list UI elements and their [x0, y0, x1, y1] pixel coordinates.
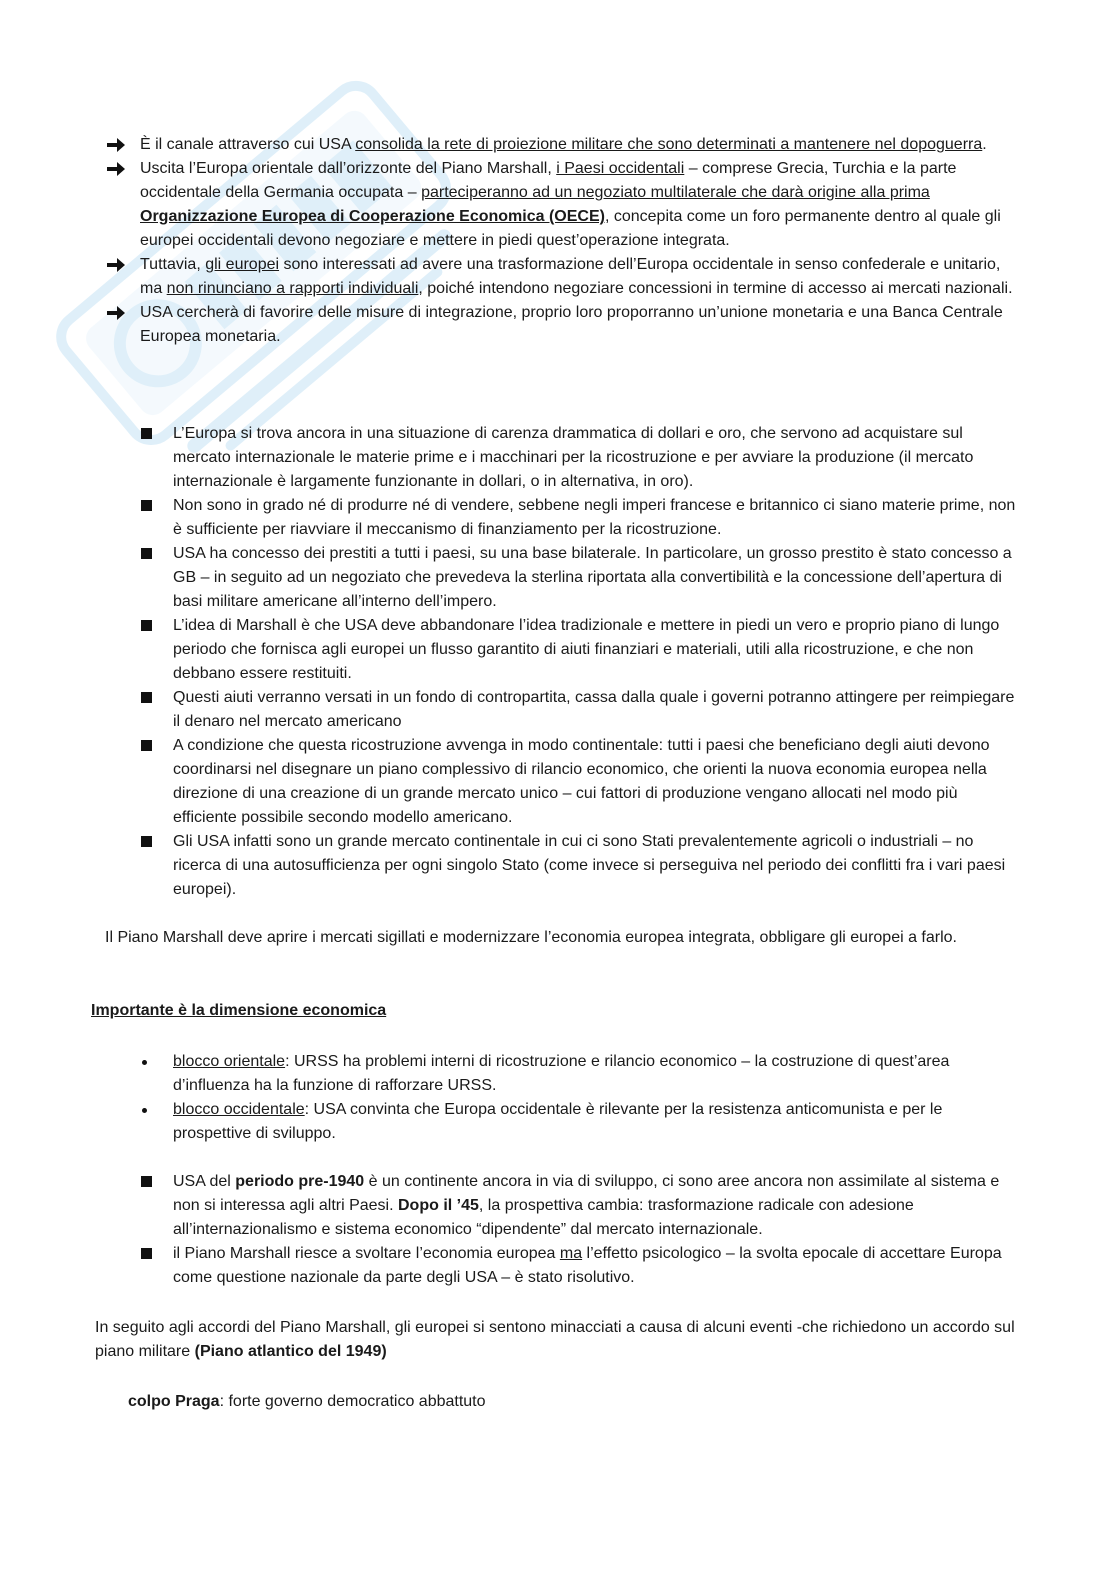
dot-item — [139, 1098, 1019, 1146]
text: è un continente ancora in via di sviluppo, ci sono aree ancora non assimilate al sistema e non si interessa agli altri Paesi. — [173, 1173, 1000, 1214]
text: : URSS ha problemi interni di ricostruzione e rilancio economico – la costruzione di quest’area d’influenza ha la funzione di rafforzare URSS. — [173, 1053, 950, 1094]
square-bullet-icon — [141, 620, 152, 631]
square-item — [139, 422, 1019, 494]
arrow-item — [105, 157, 1015, 253]
square-bullet-icon — [141, 548, 152, 559]
text: : USA convinta che Europa occidentale è rilevante per la resistenza anticomunista e per le prospettive di sviluppo. — [173, 1101, 943, 1142]
arrow-right-icon — [105, 301, 127, 325]
text: l’effetto psicologico – la svolta epocale di accettare Europa come questione nazionale da parte degli USA – è stato risolutivo. — [173, 1245, 1002, 1286]
text: In seguito agli accordi del Piano Marshall, gli europei si sentono minacciati a causa di alcuni eventi -che richiedono un accordo sul piano militare — [95, 1319, 1015, 1360]
underlined-text: blocco occidentale — [173, 1101, 305, 1118]
text: L’Europa si trova ancora in una situazione di carenza drammatica di dollari e oro, che servono ad acquistare sul mercato internazionale le materie prime e i macchinari per la ricostruzione e per avviare la produzione (il mercato internazionale è largamente funzionante in dollari, o in alternativa, in oro). — [173, 425, 974, 490]
text: A condizione che questa ricostruzione avvenga in modo continentale: tutti i paesi che beneficiano degli aiuti devono coordinarsi nel disegnare un piano complessivo di rilancio economico, che orienti la nuova economia europea nella direzione di una creazione di un grande mercato unico – cui fattori di produzione vengano allocati nel modo più efficiente possibile secondo modello americano. — [173, 737, 990, 826]
square-item — [139, 1242, 1019, 1290]
square-item — [139, 830, 1019, 902]
text: USA ha concesso dei prestiti a tutti i paesi, su una base bilaterale. In particolare, un grosso prestito è stato concesso a GB – in seguito ad un negoziato che prevedeva la sterlina riportata alla convertibilità e la concessione dell’apertura di basi militare americane all’interno dell’impero. — [173, 545, 1012, 610]
text: sono interessati ad avere una trasformazione dell’Europa occidentale in senso confederale e unitario, ma — [140, 256, 1001, 297]
arrow-item — [105, 253, 1015, 301]
praga-line — [128, 1390, 486, 1414]
text: USA del — [173, 1173, 236, 1190]
square-bullet-icon — [141, 1248, 152, 1259]
text: . — [982, 136, 987, 153]
square-item — [139, 686, 1019, 734]
paragraph: Il Piano Marshall deve aprire i mercati sigillati e modernizzare l’economia europea integrata, obbligare gli europei a farlo. — [105, 929, 957, 946]
text: , poiché intendono negoziare concessioni in termine di accesso ai mercati nazionali. — [418, 280, 1013, 297]
square-item — [139, 542, 1019, 614]
oece-title: Organizzazione Europea di Cooperazione Economica (OECE) — [140, 208, 605, 225]
square-item — [139, 1170, 1019, 1242]
arrow-list — [105, 133, 1015, 349]
bold-text: Dopo il ’45 — [398, 1197, 479, 1214]
square-bullet-icon — [141, 500, 152, 511]
dot-bullet-icon — [142, 1060, 147, 1065]
text: Uscita l’Europa orientale dall’orizzonte del Piano Marshall, — [140, 160, 557, 177]
arrow-item — [105, 133, 1015, 157]
paragraph — [95, 1316, 1015, 1364]
square-bullet-icon — [141, 692, 152, 703]
text: USA cercherà di favorire delle misure di integrazione, proprio loro proporranno un’unione monetaria e una Banca Centrale Europea monetaria. — [140, 304, 1003, 345]
text: : forte governo democratico abbattuto — [219, 1393, 486, 1410]
square-bullet-icon — [141, 836, 152, 847]
underlined-text: blocco orientale — [173, 1053, 286, 1070]
arrow-item — [105, 301, 1015, 349]
section-heading: Importante è la dimensione economica — [91, 1002, 387, 1019]
square-item — [139, 614, 1019, 686]
bold-text: colpo Praga — [128, 1393, 220, 1410]
bold-text: periodo pre-1940 — [235, 1173, 365, 1190]
square-bullet-icon — [141, 428, 152, 439]
underlined-text: gli europei — [205, 256, 280, 273]
text: il Piano Marshall riesce a svoltare l’economia europea — [173, 1245, 560, 1262]
square-bullet-icon — [141, 740, 152, 751]
square-item — [139, 734, 1019, 830]
underlined-text: consolida la rete di proiezione militare che sono determinati a mantenere nel dopoguerra — [355, 136, 983, 153]
arrow-right-icon — [105, 133, 127, 157]
square-item — [139, 494, 1019, 542]
square-bullet-icon — [141, 1176, 152, 1187]
text: Non sono in grado né di produrre né di vendere, sebbene negli imperi francese e britannico ci siano materie prime, non è sufficiente per riavviare il meccanismo di finanziamento per la ricostruzione. — [173, 497, 1016, 538]
text: È il canale attraverso cui USA — [140, 136, 356, 153]
bold-text: (Piano atlantico del 1949) — [194, 1343, 387, 1360]
arrow-right-icon — [105, 253, 127, 277]
underlined-text: ma — [559, 1245, 583, 1262]
dot-item — [139, 1050, 1019, 1098]
text: , la prospettiva cambia: trasformazione radicale con adesione all’internazionalismo e sistema economico “dipendente” dal mercato internazionale. — [173, 1197, 914, 1238]
underlined-text: non rinunciano a rapporti individuali — [166, 280, 419, 297]
text: Questi aiuti verranno versati in un fondo di contropartita, cassa dalla quale i governi potranno attingere per reimpiegare il denaro nel mercato americano — [173, 689, 1015, 730]
square-list-2 — [139, 1170, 1019, 1290]
text: Tuttavia, — [140, 256, 206, 273]
text: Gli USA infatti sono un grande mercato continentale in cui ci sono Stati prevalentemente agricoli o industriali – no ricerca di una autosufficienza per ogni singolo Stato (come invece si perseguiva nel periodo dei conflitti fra i vari paesi europei). — [173, 833, 1006, 898]
square-list-1 — [139, 422, 1019, 902]
text: , concepita come un foro permanente dentro al quale gli europei occidentali devono negoziare e mettere in piedi quest’operazione integrata. — [140, 208, 1001, 249]
dot-bullet-icon — [142, 1108, 147, 1113]
underlined-text: i Paesi occidentali — [556, 160, 685, 177]
text: – comprese Grecia, Turchia e la parte occidentale della Germania occupata – — [140, 160, 957, 201]
underlined-text: parteciperanno ad un negoziato multilaterale che darà origine alla prima — [421, 184, 930, 201]
dot-list — [139, 1050, 1019, 1146]
text: L’idea di Marshall è che USA deve abbandonare l’idea tradizionale e mettere in piedi un vero e proprio piano di lungo periodo che fornisca agli europei un flusso garantito di aiuti finanziari e materiali, utili alla ricostruzione, e che non debbano essere restituiti. — [173, 617, 1000, 682]
arrow-right-icon — [105, 157, 127, 181]
